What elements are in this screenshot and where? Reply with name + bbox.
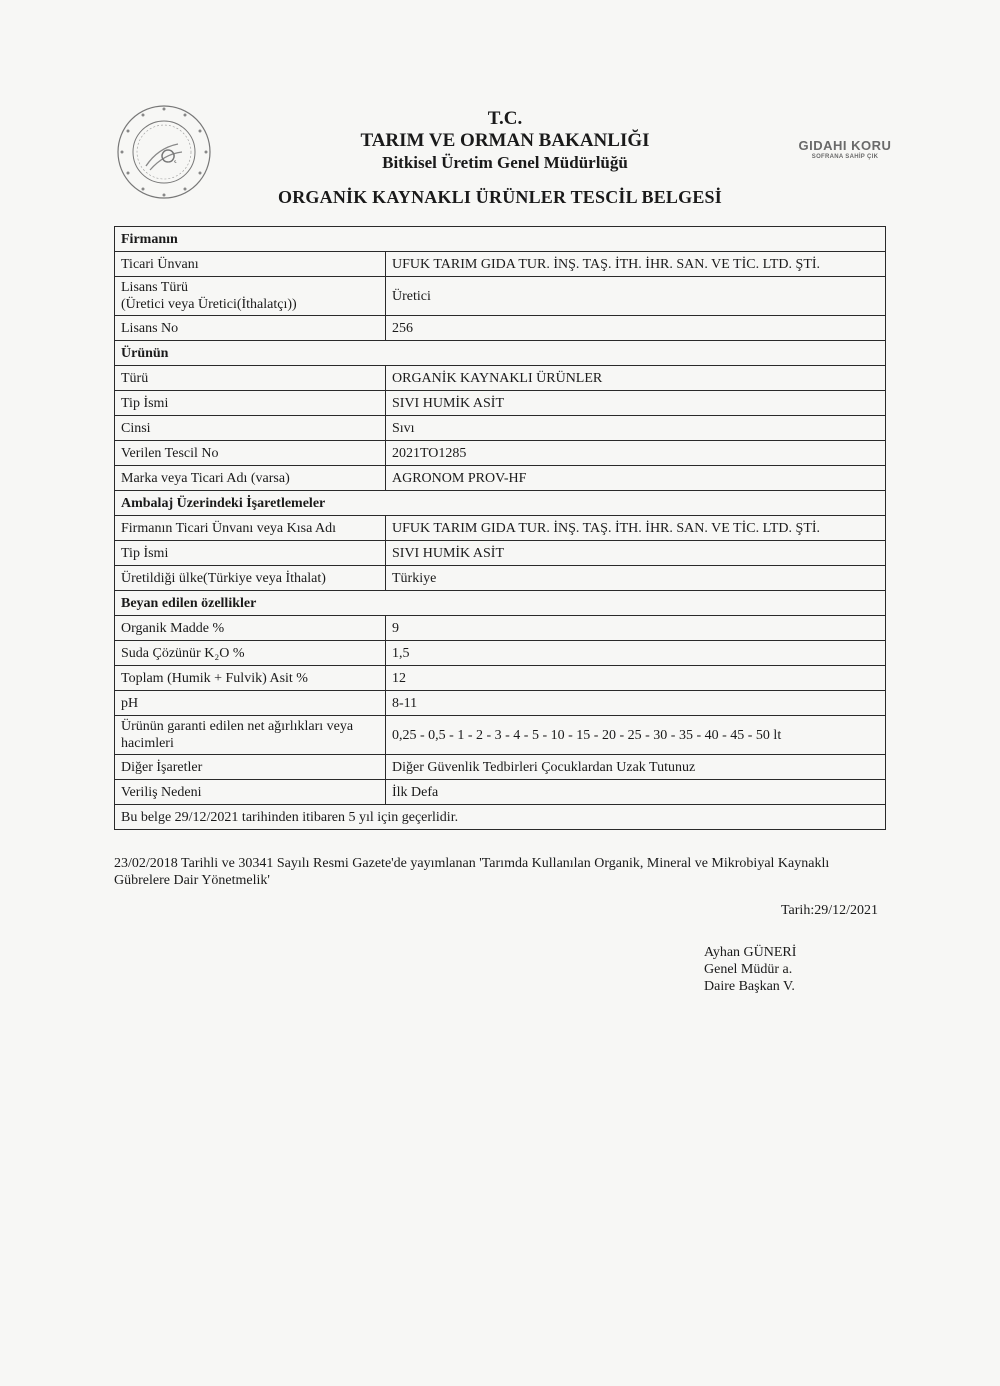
field-row bbox=[115, 716, 886, 755]
field-label bbox=[115, 516, 386, 541]
field-value: 8-11 bbox=[386, 691, 886, 716]
field-value: Sıvı bbox=[386, 416, 886, 441]
field-row bbox=[115, 277, 886, 316]
field-value: ORGANİK KAYNAKLI ÜRÜNLER bbox=[386, 366, 886, 391]
brand-tagline: SOFRANA SAHİP ÇIK bbox=[811, 154, 879, 160]
field-label-text: Marka veya Ticari Adı (varsa) bbox=[121, 470, 290, 486]
field-value: Diğer Güvenlik Tedbirleri Çocuklardan Uzak Tutunuz bbox=[386, 755, 886, 780]
validity-note: Bu belge 29/12/2021 tarihinden itibaren 5 yıl için geçerlidir. bbox=[115, 805, 886, 830]
section-heading: Firmanın bbox=[115, 227, 886, 252]
certificate-table-body bbox=[115, 227, 886, 830]
field-value: UFUK TARIM GIDA TUR. İNŞ. TAŞ. İTH. İHR. SAN. VE TİC. LTD. ŞTİ. bbox=[386, 252, 886, 277]
field-label-text-line2: hacimleri bbox=[121, 736, 174, 751]
field-label bbox=[115, 780, 386, 805]
field-value: SIVI HUMİK ASİT bbox=[386, 541, 886, 566]
brand-name: GIDAHI KORU bbox=[798, 138, 892, 153]
directorate-name: Bitkisel Üretim Genel Müdürlüğü bbox=[382, 153, 628, 172]
field-row bbox=[115, 391, 886, 416]
field-value: 0,25 - 0,5 - 1 - 2 - 3 - 4 - 5 - 10 - 15 - 20 - 25 - 30 - 35 - 40 - 45 - 50 lt bbox=[386, 716, 886, 755]
field-row bbox=[115, 780, 886, 805]
section-row bbox=[115, 227, 886, 252]
field-label-text: Diğer İşaretler bbox=[121, 759, 203, 775]
section-heading: Ambalaj Üzerindeki İşaretlemeler bbox=[115, 491, 886, 516]
field-row bbox=[115, 641, 886, 666]
signature-block bbox=[704, 944, 796, 995]
field-label-text: Suda Çözünür K₂O % bbox=[121, 645, 245, 661]
field-row bbox=[115, 441, 886, 466]
section-heading: Beyan edilen özellikler bbox=[115, 591, 886, 616]
field-value: 1,5 bbox=[386, 641, 886, 666]
field-label bbox=[115, 541, 386, 566]
field-value: Üretici bbox=[386, 277, 886, 316]
field-value: AGRONOM PROV-HF bbox=[386, 466, 886, 491]
field-label bbox=[115, 616, 386, 641]
field-row bbox=[115, 316, 886, 341]
field-label-text: Ticari Ünvanı bbox=[121, 256, 199, 272]
field-label-text: Lisans Türü bbox=[121, 280, 189, 295]
field-value: SIVI HUMİK ASİT bbox=[386, 391, 886, 416]
field-label-text: Ürünün garanti edilen net ağırlıkları veya bbox=[121, 719, 354, 734]
field-label bbox=[115, 641, 386, 666]
signatory-name: Ayhan GÜNERİ bbox=[704, 945, 797, 960]
field-row bbox=[115, 691, 886, 716]
field-label-text: Üretildiği ülke(Türkiye veya İthalat) bbox=[121, 570, 326, 586]
field-label-text: Verilen Tescil No bbox=[121, 445, 219, 461]
section-row bbox=[115, 591, 886, 616]
field-label bbox=[115, 277, 386, 316]
ministry-seal-logo bbox=[116, 104, 212, 200]
field-label-text: Lisans No bbox=[121, 320, 179, 336]
ministry-name: TARIM VE ORMAN BAKANLIĞI bbox=[360, 130, 650, 151]
field-row bbox=[115, 466, 886, 491]
issue-date: Tarih:29/12/2021 bbox=[780, 903, 878, 918]
gidahi-koru-logo bbox=[790, 138, 900, 160]
field-label-text: Organik Madde % bbox=[121, 620, 225, 636]
signatory-title: Genel Müdür a. bbox=[704, 962, 793, 977]
field-label-text: Türü bbox=[121, 370, 149, 386]
field-row bbox=[115, 566, 886, 591]
field-label bbox=[115, 566, 386, 591]
field-label bbox=[115, 366, 386, 391]
field-label-text: Cinsi bbox=[121, 420, 151, 436]
field-label bbox=[115, 441, 386, 466]
field-value: 2021TO1285 bbox=[386, 441, 886, 466]
field-label bbox=[115, 691, 386, 716]
field-value: Türkiye bbox=[386, 566, 886, 591]
country-label: T.C. bbox=[487, 108, 523, 129]
field-value: 9 bbox=[386, 616, 886, 641]
field-label-text: Tip İsmi bbox=[121, 395, 169, 411]
field-label bbox=[115, 391, 386, 416]
field-label-text-line2: (Üretici veya Üretici(İthalatçı)) bbox=[121, 297, 297, 312]
field-label-text: Tip İsmi bbox=[121, 545, 169, 561]
section-heading: Ürünün bbox=[115, 341, 886, 366]
field-row bbox=[115, 755, 886, 780]
certificate-table bbox=[114, 226, 886, 830]
field-label-text: Toplam (Humik + Fulvik) Asit % bbox=[121, 670, 308, 686]
signatory-role: Daire Başkan V. bbox=[704, 979, 795, 994]
field-value: İlk Defa bbox=[386, 780, 886, 805]
field-label bbox=[115, 755, 386, 780]
field-row bbox=[115, 666, 886, 691]
field-label bbox=[115, 316, 386, 341]
field-value: UFUK TARIM GIDA TUR. İNŞ. TAŞ. İTH. İHR. SAN. VE TİC. LTD. ŞTİ. bbox=[386, 516, 886, 541]
field-row bbox=[115, 541, 886, 566]
section-row bbox=[115, 491, 886, 516]
field-label-text: Firmanın Ticari Ünvanı veya Kısa Adı bbox=[121, 520, 337, 536]
field-label-text: pH bbox=[121, 695, 139, 711]
field-row bbox=[115, 416, 886, 441]
regulation-reference: 23/02/2018 Tarihli ve 30341 Sayılı Resmi Gazete'de yayımlanan 'Tarımda Kullanılan Organik, Mineral ve Mikrobiyal Kaynaklı Gübrelere Dair Yönetmelik' bbox=[114, 856, 830, 888]
field-row bbox=[115, 616, 886, 641]
field-value: 12 bbox=[386, 666, 886, 691]
field-label bbox=[115, 716, 386, 755]
government-heading bbox=[300, 108, 710, 174]
validity-note-row bbox=[115, 805, 886, 830]
document-header bbox=[0, 0, 1000, 220]
field-label bbox=[115, 252, 386, 277]
document-title: ORGANİK KAYNAKLI ÜRÜNLER TESCİL BELGESİ bbox=[278, 187, 722, 207]
field-label bbox=[115, 416, 386, 441]
field-row bbox=[115, 366, 886, 391]
field-label bbox=[115, 666, 386, 691]
field-row bbox=[115, 252, 886, 277]
field-label bbox=[115, 466, 386, 491]
field-label-text: Veriliş Nedeni bbox=[121, 784, 202, 800]
field-row bbox=[115, 516, 886, 541]
field-value: 256 bbox=[386, 316, 886, 341]
section-row bbox=[115, 341, 886, 366]
